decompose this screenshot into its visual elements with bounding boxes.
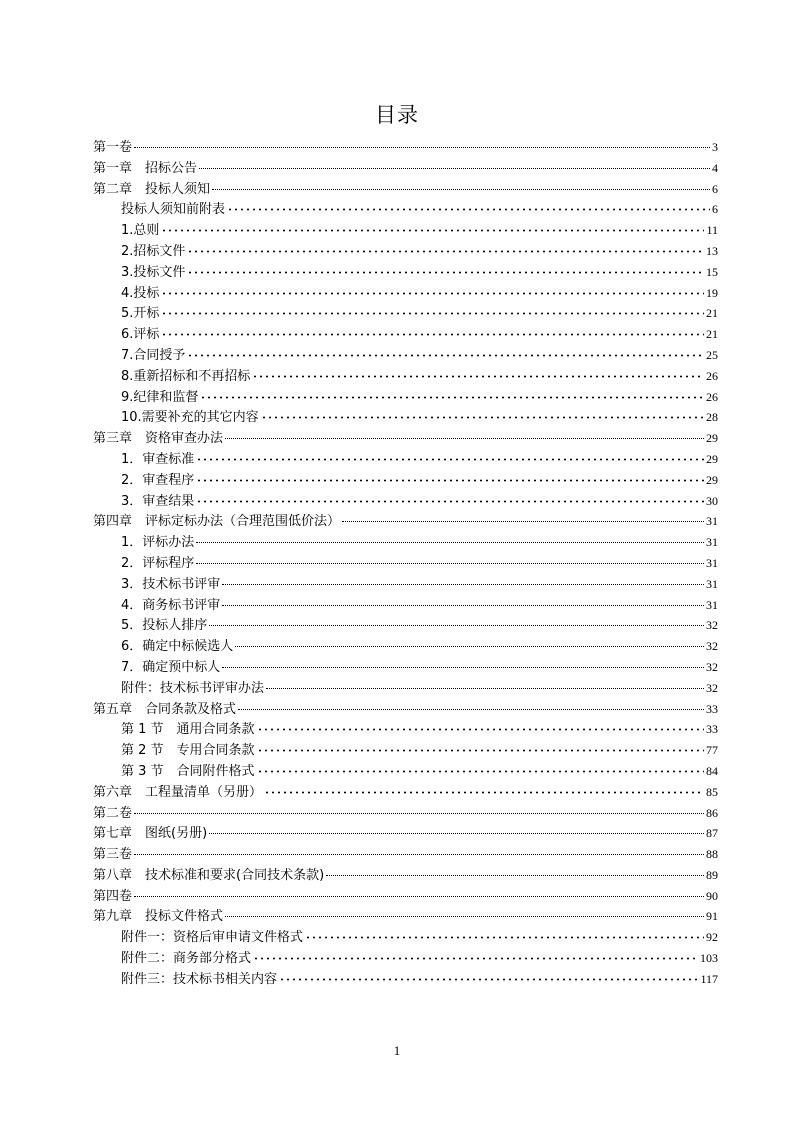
toc-dot-leader xyxy=(279,978,698,981)
toc-entry-label: 8.重新招标和不再招标 xyxy=(121,368,251,384)
toc-entry-page: 92 xyxy=(706,930,718,945)
toc-entry-label: 7．确定预中标人 xyxy=(121,659,221,675)
toc-dot-leader xyxy=(257,770,704,773)
toc-entry-label: 第七章 图纸(另册) xyxy=(93,826,208,842)
toc-entry-label: 4．商务标书评审 xyxy=(121,597,221,613)
toc-entry-page: 13 xyxy=(706,243,718,258)
table-of-contents xyxy=(93,137,718,990)
toc-entry-page: 103 xyxy=(700,951,718,966)
toc-dot-leader xyxy=(161,229,704,232)
toc-entry[interactable] xyxy=(93,366,718,387)
toc-entry-label: 第三卷 xyxy=(93,847,133,863)
toc-entry-page: 30 xyxy=(706,493,718,508)
toc-entry-label: 6.评标 xyxy=(121,327,160,343)
toc-dot-leader xyxy=(196,500,704,503)
toc-dot-leader xyxy=(196,562,704,564)
toc-entry-page: 26 xyxy=(706,389,718,404)
toc-entry-label: 附件二：商务部分格式 xyxy=(121,951,252,967)
toc-entry-page: 90 xyxy=(706,888,718,903)
toc-dot-leader xyxy=(264,791,704,794)
toc-entry-label: 附件：技术标书评审办法 xyxy=(121,680,265,696)
toc-entry-label: 3.投标文件 xyxy=(121,264,186,280)
toc-dot-leader xyxy=(326,874,704,876)
toc-dot-leader xyxy=(342,520,704,522)
toc-entry-page: 33 xyxy=(706,722,718,737)
toc-entry[interactable] xyxy=(93,595,718,616)
toc-entry-label: 5．投标人排序 xyxy=(121,618,208,634)
toc-entry[interactable] xyxy=(93,283,718,304)
toc-entry-label: 3．审查结果 xyxy=(121,493,195,509)
toc-entry[interactable] xyxy=(93,345,718,366)
toc-dot-leader xyxy=(187,354,704,357)
toc-entry-page: 89 xyxy=(706,867,718,882)
toc-entry[interactable] xyxy=(93,782,718,803)
toc-entry-page: 29 xyxy=(706,472,718,487)
toc-dot-leader xyxy=(266,687,704,689)
toc-dot-leader xyxy=(235,645,704,647)
toc-dot-leader xyxy=(225,437,704,439)
toc-entry-label: 投标人须知前附表 xyxy=(121,202,226,218)
toc-dot-leader xyxy=(196,541,704,543)
toc-entry-page: 31 xyxy=(706,555,718,570)
toc-dot-leader xyxy=(225,915,704,917)
toc-entry-label: 6．确定中标候选人 xyxy=(121,639,234,655)
toc-entry[interactable] xyxy=(93,532,718,553)
toc-entry[interactable] xyxy=(93,740,718,761)
toc-entry-page: 21 xyxy=(706,306,718,321)
toc-entry-label: 第 2 节 专用合同条款 xyxy=(121,743,255,759)
toc-dot-leader xyxy=(257,749,704,752)
toc-entry[interactable] xyxy=(93,844,718,865)
toc-entry-label: 第五章 合同条款及格式 xyxy=(93,701,237,717)
toc-entry-page: 32 xyxy=(706,618,718,633)
toc-entry-label: 第八章 技术标准和要求(合同技术条款) xyxy=(93,867,325,883)
toc-dot-leader xyxy=(222,666,704,668)
toc-dot-leader xyxy=(238,708,704,710)
toc-dot-leader xyxy=(222,604,704,606)
toc-entry[interactable] xyxy=(93,823,718,844)
toc-entry-label: 第一卷 xyxy=(93,140,133,155)
toc-entry-page: 29 xyxy=(706,431,718,446)
toc-entry-label: 1.总则 xyxy=(121,223,160,239)
toc-entry-page: 4 xyxy=(712,160,718,175)
toc-entry-label: 1．审查标准 xyxy=(121,451,195,467)
toc-dot-leader xyxy=(261,416,704,419)
toc-entry-page: 6 xyxy=(712,181,718,196)
toc-entry-label: 附件一：资格后审申请文件格式 xyxy=(121,930,304,946)
toc-entry-page: 26 xyxy=(706,368,718,383)
page-title: 目录 xyxy=(375,103,419,127)
toc-dot-leader xyxy=(222,583,704,585)
toc-entry[interactable] xyxy=(93,220,718,241)
toc-entry-page: 33 xyxy=(706,701,718,716)
toc-dot-leader xyxy=(196,479,704,482)
toc-dot-leader xyxy=(161,292,704,295)
toc-entry[interactable] xyxy=(93,886,718,907)
toc-entry-page: 32 xyxy=(706,659,718,674)
toc-entry-page: 87 xyxy=(706,826,718,841)
toc-entry[interactable] xyxy=(93,241,718,262)
toc-dot-leader xyxy=(209,832,704,834)
toc-entry-page: 85 xyxy=(706,784,718,799)
toc-entry[interactable] xyxy=(93,553,718,574)
toc-entry[interactable] xyxy=(93,865,718,886)
toc-entry[interactable] xyxy=(93,407,718,428)
toc-entry[interactable] xyxy=(93,262,718,283)
toc-entry-label: 9.纪律和监督 xyxy=(121,389,199,405)
toc-entry-label: 第二章 投标人须知 xyxy=(93,181,211,197)
toc-entry-page: 25 xyxy=(706,347,718,362)
toc-entry-page: 3 xyxy=(712,140,718,154)
toc-dot-leader xyxy=(161,333,704,336)
toc-entry-label: 第 3 节 合同附件格式 xyxy=(121,763,255,779)
toc-entry[interactable] xyxy=(93,324,718,345)
toc-dot-leader xyxy=(134,895,704,897)
toc-dot-leader xyxy=(187,271,704,274)
toc-entry[interactable] xyxy=(93,158,718,179)
toc-entry[interactable] xyxy=(93,491,718,512)
toc-entry-label: 1．评标办法 xyxy=(121,535,195,551)
toc-entry-page: 31 xyxy=(706,535,718,550)
toc-entry-label: 第四章 评标定标办法（合理范围低价法） xyxy=(93,514,341,530)
toc-entry-label: 5.开标 xyxy=(121,306,160,322)
toc-entry[interactable] xyxy=(93,574,718,595)
toc-entry-page: 11 xyxy=(706,223,718,238)
toc-entry[interactable] xyxy=(93,615,718,636)
toc-dot-leader xyxy=(187,250,704,253)
toc-entry[interactable] xyxy=(93,428,718,449)
toc-entry-label: 2．评标程序 xyxy=(121,555,195,571)
toc-entry[interactable] xyxy=(93,179,718,200)
toc-entry[interactable] xyxy=(93,678,718,699)
toc-entry-page: 32 xyxy=(706,680,718,695)
toc-dot-leader xyxy=(134,146,710,148)
toc-dot-leader xyxy=(161,312,704,315)
toc-entry-page: 19 xyxy=(706,285,718,300)
toc-entry[interactable] xyxy=(93,927,718,948)
toc-dot-leader xyxy=(134,812,704,814)
toc-entry-label: 附件三：技术标书相关内容 xyxy=(121,971,278,987)
toc-entry-label: 10.需要补充的其它内容 xyxy=(121,410,259,426)
toc-entry-label: 7.合同授予 xyxy=(121,347,186,363)
toc-entry-page: 31 xyxy=(706,597,718,612)
toc-entry-label: 第 1 节 通用合同条款 xyxy=(121,722,255,738)
toc-entry[interactable] xyxy=(93,303,718,324)
toc-dot-leader xyxy=(252,375,704,378)
toc-entry[interactable] xyxy=(93,969,718,990)
toc-entry-page: 28 xyxy=(706,410,718,425)
toc-entry-page: 21 xyxy=(706,327,718,342)
toc-dot-leader xyxy=(199,167,710,169)
toc-entry[interactable] xyxy=(93,906,718,927)
toc-dot-leader xyxy=(209,624,704,626)
toc-entry[interactable] xyxy=(93,636,718,657)
toc-entry-page: 84 xyxy=(706,763,718,778)
toc-entry-label: 第三章 资格审查办法 xyxy=(93,431,224,447)
toc-dot-leader xyxy=(212,188,710,190)
toc-entry-label: 第六章 工程量清单（另册） xyxy=(93,784,263,800)
toc-entry[interactable] xyxy=(93,449,718,470)
toc-entry[interactable] xyxy=(93,199,718,220)
toc-entry[interactable] xyxy=(93,719,718,740)
toc-entry-page: 31 xyxy=(706,576,718,591)
toc-entry-page: 77 xyxy=(706,743,718,758)
toc-dot-leader xyxy=(257,728,704,731)
toc-entry-label: 第九章 投标文件格式 xyxy=(93,909,224,925)
toc-dot-leader xyxy=(305,936,704,939)
page-number: 1 xyxy=(393,1043,401,1058)
toc-dot-leader xyxy=(253,957,698,960)
toc-entry-page: 32 xyxy=(706,639,718,654)
toc-entry-page: 29 xyxy=(706,451,718,466)
toc-dot-leader xyxy=(200,396,704,399)
toc-entry-page: 88 xyxy=(706,847,718,862)
toc-entry[interactable] xyxy=(93,470,718,491)
toc-entry[interactable] xyxy=(93,137,718,158)
toc-entry-page: 15 xyxy=(706,264,718,279)
toc-entry-label: 2．审查程序 xyxy=(121,472,195,488)
toc-entry[interactable] xyxy=(93,761,718,782)
toc-entry-page: 86 xyxy=(706,805,718,820)
toc-entry[interactable] xyxy=(93,699,718,720)
toc-entry-label: 第二卷 xyxy=(93,805,133,821)
toc-entry-label: 4.投标 xyxy=(121,285,160,301)
toc-dot-leader xyxy=(134,853,704,855)
toc-entry-page: 117 xyxy=(700,971,718,986)
toc-entry[interactable] xyxy=(93,657,718,678)
toc-entry[interactable] xyxy=(93,803,718,824)
toc-entry[interactable] xyxy=(93,948,718,969)
toc-entry-page: 91 xyxy=(706,909,718,924)
toc-entry[interactable] xyxy=(93,387,718,408)
toc-dot-leader xyxy=(227,208,710,211)
toc-dot-leader xyxy=(196,458,704,461)
toc-entry-label: 第一章 招标公告 xyxy=(93,160,198,176)
toc-entry-page: 31 xyxy=(706,514,718,529)
toc-entry-label: 第四卷 xyxy=(93,888,133,904)
toc-entry[interactable] xyxy=(93,511,718,532)
toc-entry-label: 3．技术标书评审 xyxy=(121,576,221,592)
toc-entry-page: 6 xyxy=(712,202,718,217)
toc-entry-label: 2.招标文件 xyxy=(121,243,186,259)
